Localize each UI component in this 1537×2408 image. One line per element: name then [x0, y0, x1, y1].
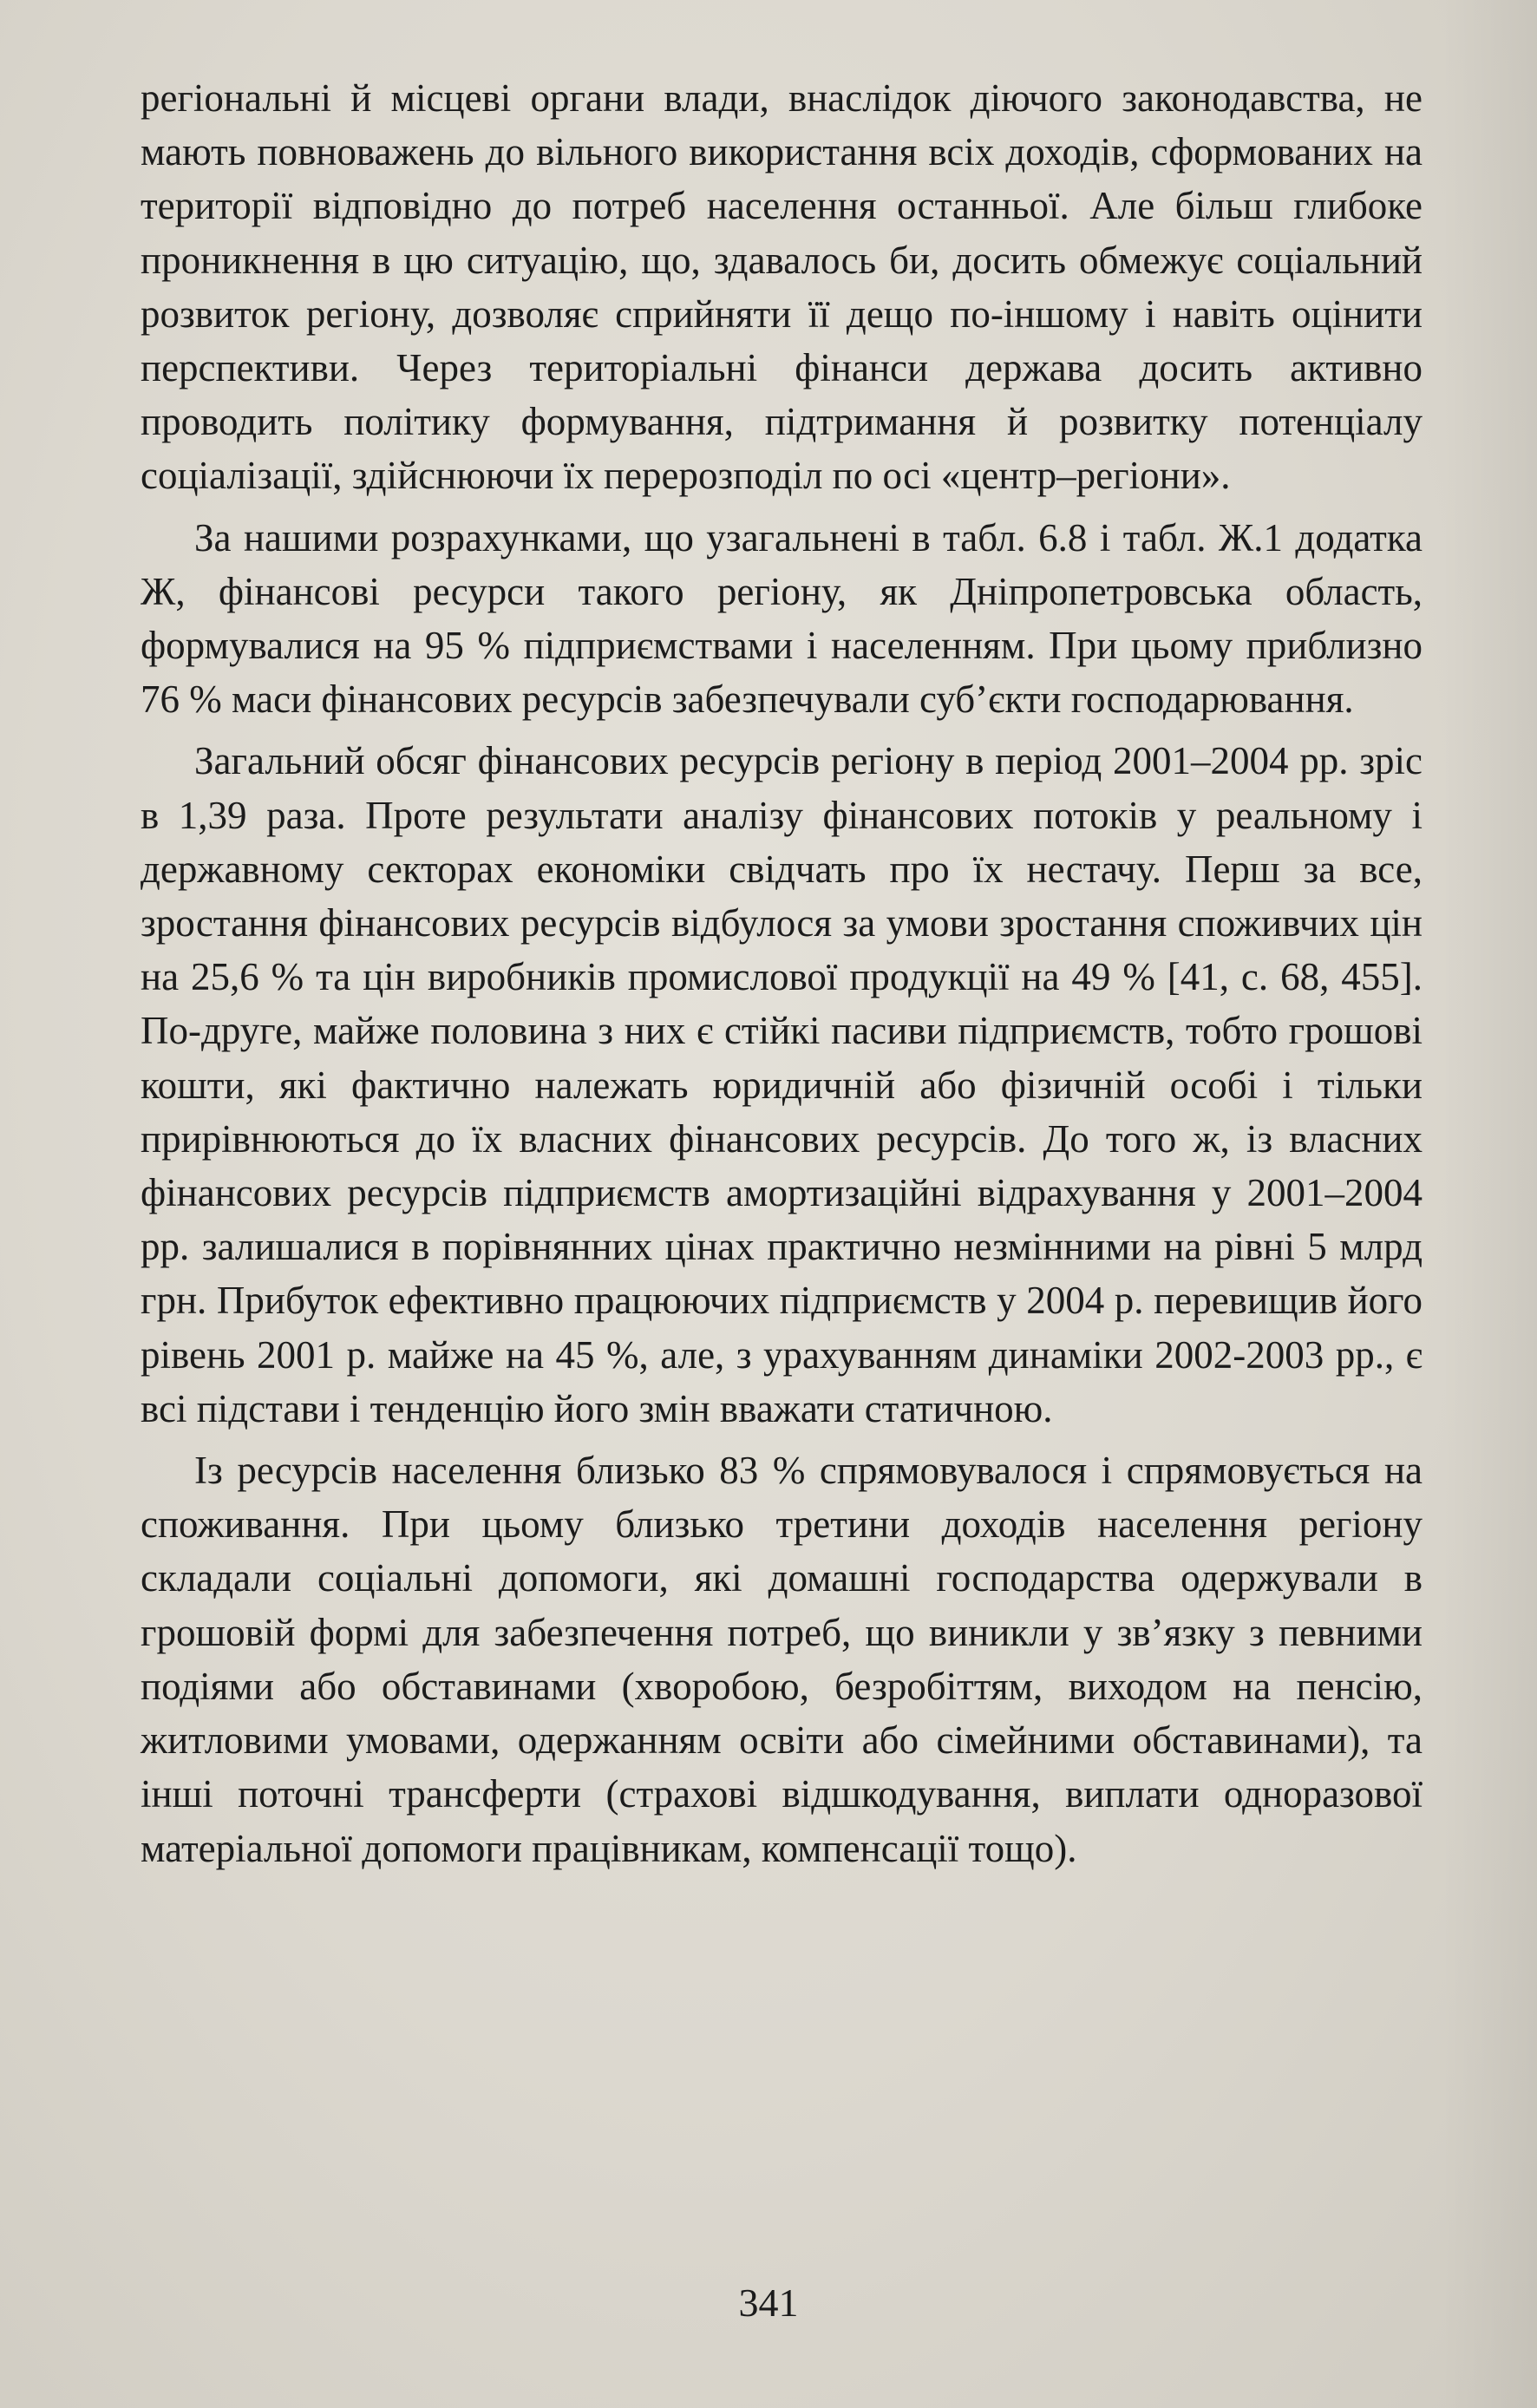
page-edge-shadow: [1442, 0, 1537, 2408]
paragraph-3: Загальний обсяг фінансових ресурсів регіону в період 2001–2004 рр. зріс в 1,39 раза. Проте результати аналізу фінансових потоків у реальному і державному секторах економіки свідчать про їх нестачу. Перш за все, зростання фінансових ресурсів відбулося за умови зростання споживчих цін на 25,6 % та цін виробників промислової продукції на 49 % [41, с. 68, 455]. По-друге, майже половина з них є стійкі пасиви підприємств, тобто грошові кошти, які фактично належать юридичній або фізичній особі і тільки прирівнюються до їх власних фінансових ресурсів. До того ж, із власних фінансових ресурсів підприємств амортизаційні відрахування у 2001–2004 рр. залишалися в порівнянних цінах практично незмінними на рівні 5 млрд грн. Прибуток ефективно працюючих підприємств у 2004 р. перевищив його рівень 2001 р. майже на 45 %, але, з урахуванням динаміки 2002-2003 рр., є всі підстави і тенденцію його змін вважати статичною.: [141, 739, 1423, 1430]
page-number: 341: [738, 2280, 799, 2325]
paragraph-2: За нашими розрахунками, що узагальнені в табл. 6.8 і табл. Ж.1 додатка Ж, фінансові ресурси такого регіону, як Дніпропетровська область, формувалися на 95 % підприємствами і населенням. При цьому приблизно 76 % маси фінансових ресурсів забезпечували суб’єкти господарювання.: [141, 515, 1423, 722]
paragraph-4: Із ресурсів населення близько 83 % спрямовувалося і спрямовується на споживання. При цьому близько третини доходів населення регіону складали соціальні допомоги, які домашні господарства одержували в грошовій формі для забезпечення потреб, що виникли у зв’язку з певними подіями або обставинами (хворобою, безробіттям, виходом на пенсію, житловими умовами, одержанням освіти або сімейними обставинами), та інші поточні трансферти (страхові відшкодування, виплати одноразової матеріальної допомоги працівникам, компенсації тощо).: [141, 1449, 1423, 1870]
body-text: [141, 71, 1423, 1883]
paragraph-1: регіональні й місцеві органи влади, внаслідок діючого законодавства, не мають повноважень до вільного використання всіх доходів, сформованих на території відповідно до потреб населення останньої. Але більш глибоке проникнення в цю ситуацію, що, здавалось би, досить обмежує соціальний розвиток регіону, дозволяє сприйняти її дещо по-іншому і навіть оцінити перспективи. Через територіальні фінанси держава досить активно проводить політику формування, підтримання й розвитку потенціалу соціалізації, здійснюючи їх перерозподіл по осі «центр–регіони».: [141, 76, 1423, 498]
